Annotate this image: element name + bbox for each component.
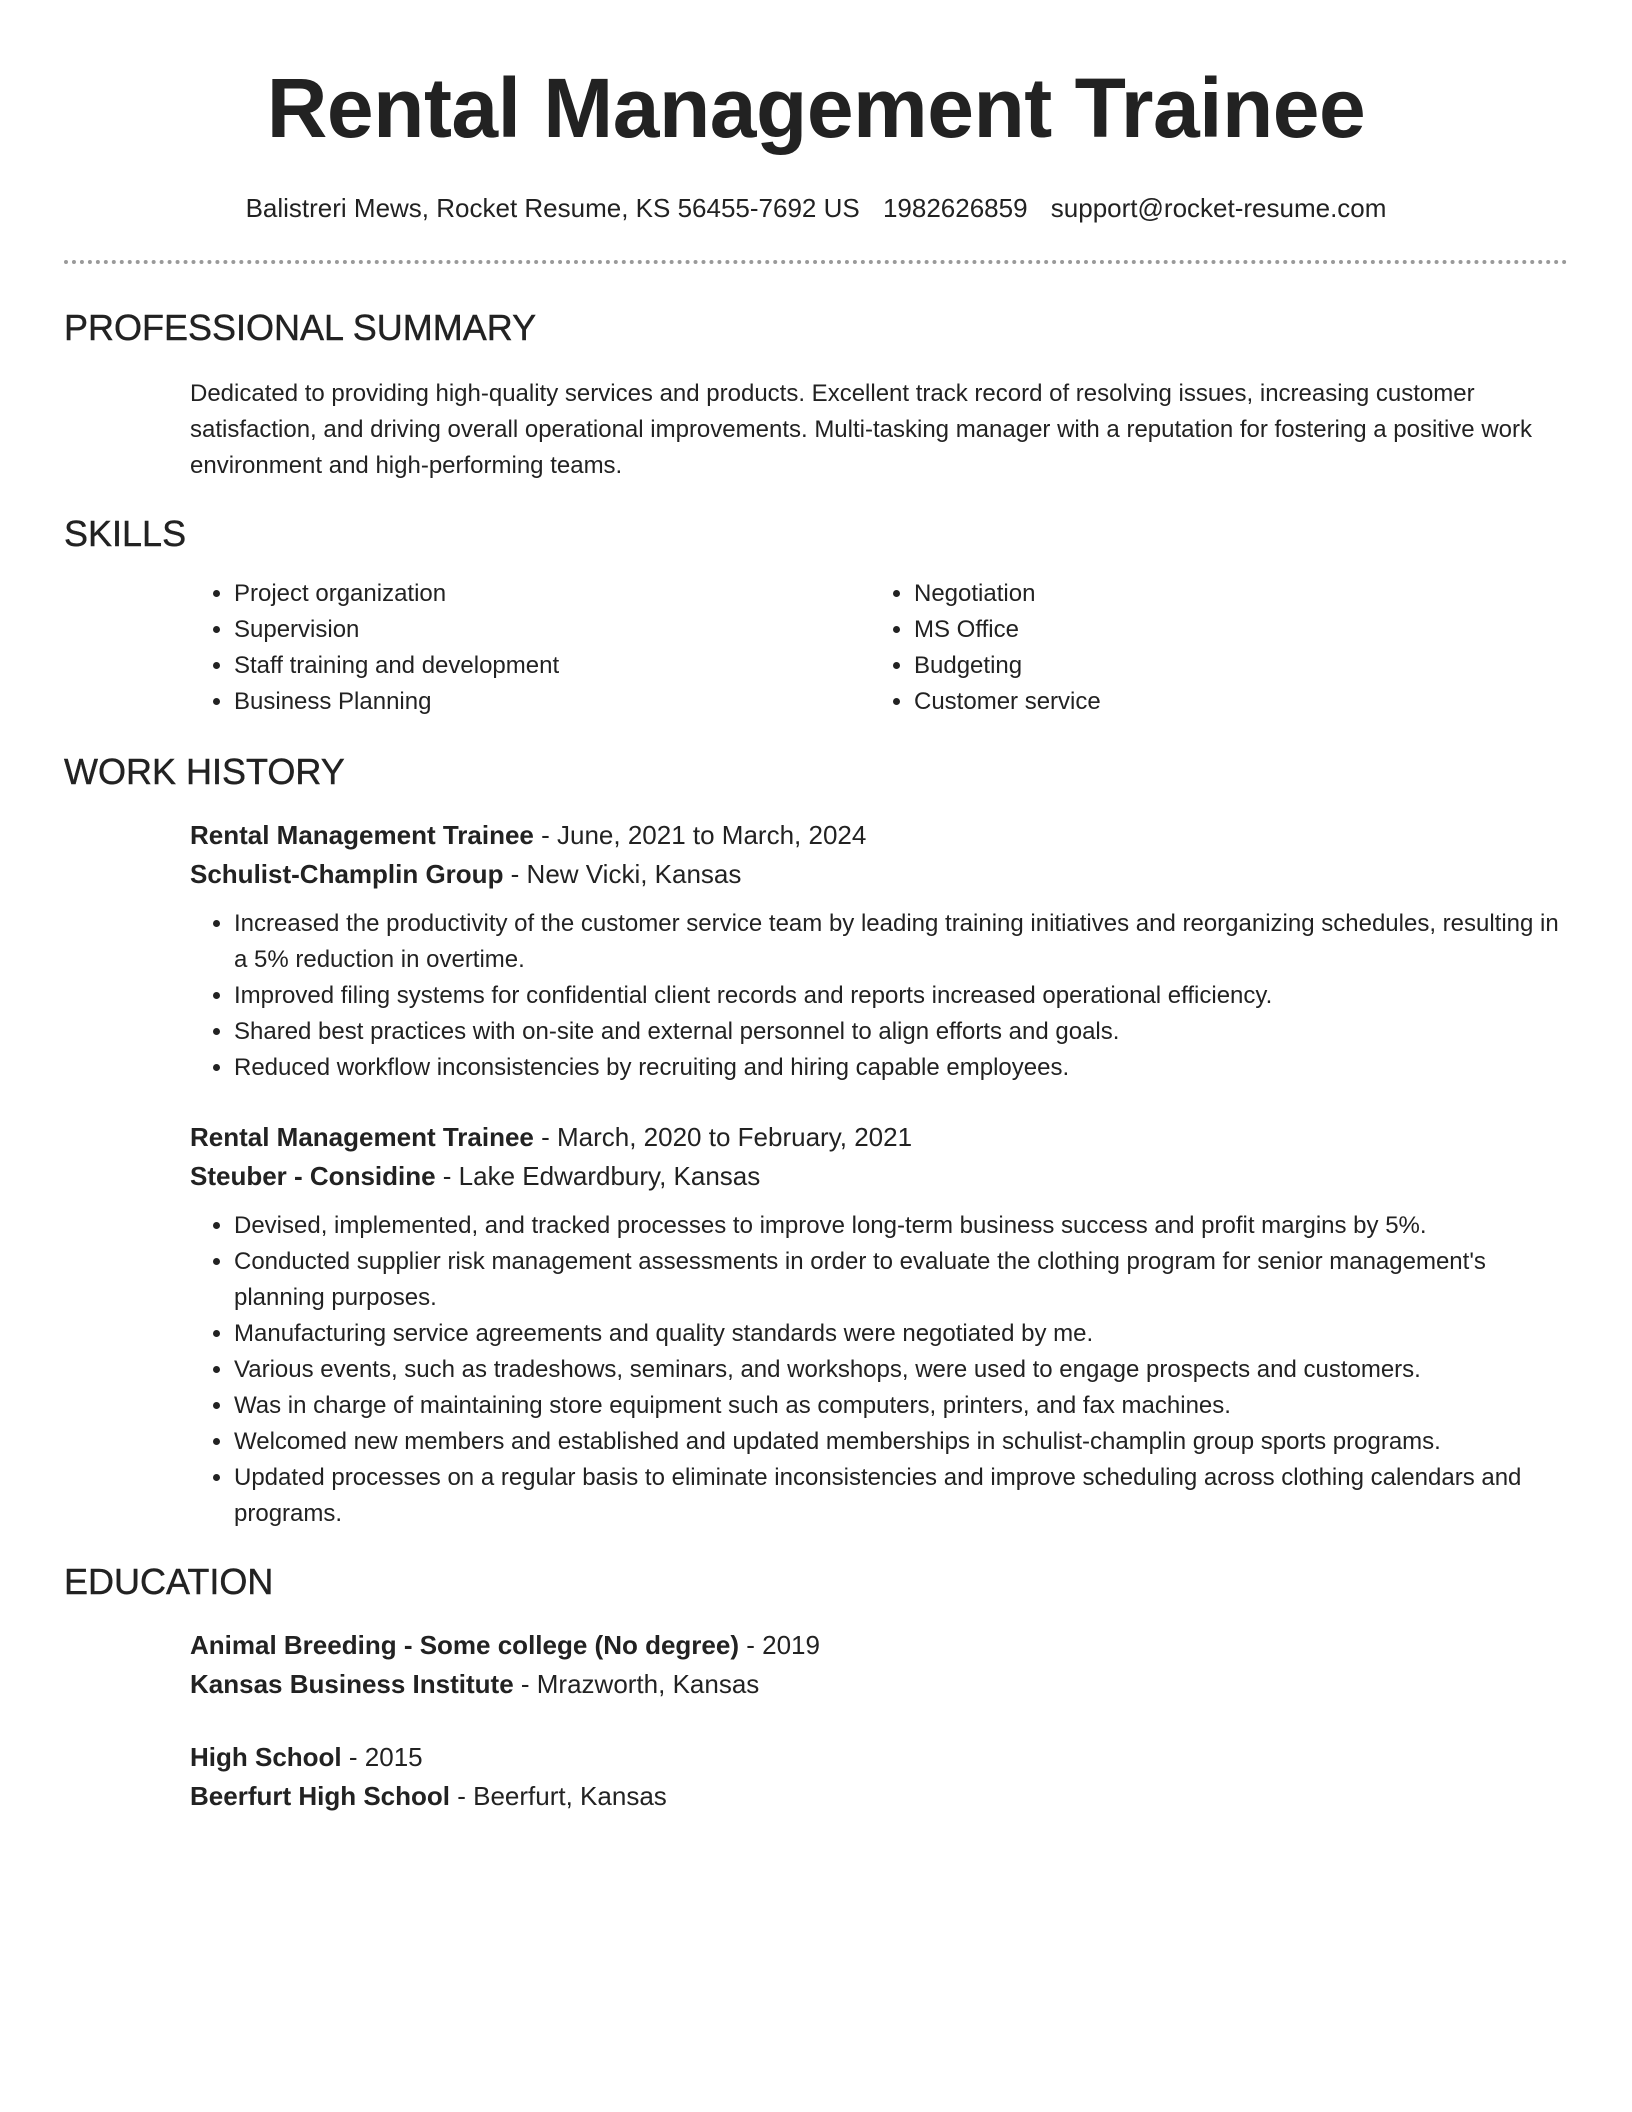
school-location: - Mrazworth, Kansas (513, 1669, 760, 1699)
section-title-summary: PROFESSIONAL SUMMARY (64, 307, 537, 348)
skills-list-left (190, 576, 870, 720)
degree: High School (190, 1742, 342, 1772)
job-bullet: • Conducted supplier risk management assessments in order to evaluate the clothing program for senior management's planning purposes. (234, 1244, 1568, 1316)
school-location: - Beerfurt, Kansas (450, 1781, 667, 1811)
skill-item: • Business Planning (234, 684, 870, 720)
education-section (64, 1560, 1568, 1816)
work-history-section (64, 750, 1568, 1532)
degree-line (190, 1738, 1568, 1777)
graduation-year: - 2019 (739, 1630, 820, 1660)
skill-item: • MS Office (914, 612, 1550, 648)
degree: Animal Breeding - Some college (No degree) (190, 1630, 739, 1660)
skills-list-right (870, 576, 1550, 720)
address: Balistreri Mews, Rocket Resume, KS 56455-7692 US (245, 193, 860, 223)
job-bullet: • Increased the productivity of the customer service team by leading training initiatives and reorganizing schedules, resulting in a 5% reduction in overtime. (234, 906, 1568, 978)
skill-item: • Negotiation (914, 576, 1550, 612)
job-company-line (190, 1157, 1568, 1196)
job-bullet: • Manufacturing service agreements and quality standards were negotiated by me. (234, 1316, 1568, 1352)
job-role: Rental Management Trainee (190, 820, 534, 850)
job-company: Steuber - Considine (190, 1161, 436, 1191)
job-bullet: • Updated processes on a regular basis to eliminate inconsistencies and improve scheduling across clothing calendars and programs. (234, 1460, 1568, 1532)
job-bullet: • Devised, implemented, and tracked processes to improve long-term business success and profit margins by 5%. (234, 1208, 1568, 1244)
job-dates: - June, 2021 to March, 2024 (533, 820, 867, 850)
contact-line (64, 190, 1568, 226)
school: Kansas Business Institute (190, 1669, 514, 1699)
skill-item: • Project organization (234, 576, 870, 612)
skill-item: • Staff training and development (234, 648, 870, 684)
job-dates: - March, 2020 to February, 2021 (533, 1122, 913, 1152)
job-bullet: • Various events, such as tradeshows, seminars, and workshops, were used to engage prospects and customers. (234, 1352, 1568, 1388)
degree-line (190, 1626, 1568, 1665)
job-bullet: • Improved filing systems for confidential client records and reports increased operational efficiency. (234, 978, 1568, 1014)
skill-item: • Supervision (234, 612, 870, 648)
summary-text: Dedicated to providing high-quality services and products. Excellent track record of resolving issues, increasing customer satisfaction, and driving overall operational improvements. Multi-tasking manager with a reputation for fostering a positive work environment and high-performing teams. (190, 380, 1532, 479)
job-bullet: • Shared best practices with on-site and external personnel to align efforts and goals. (234, 1014, 1568, 1050)
job-entry (190, 816, 1568, 1086)
job-location: - New Vicki, Kansas (503, 859, 742, 889)
skills-section (64, 512, 1568, 720)
school: Beerfurt High School (190, 1781, 451, 1811)
section-title-work-history: WORK HISTORY (64, 751, 345, 792)
section-title-skills: SKILLS (64, 513, 187, 554)
skill-item: • Customer service (914, 684, 1550, 720)
job-bullets (190, 1208, 1568, 1532)
job-role: Rental Management Trainee (190, 1122, 534, 1152)
skill-item: • Budgeting (914, 648, 1550, 684)
summary-section (64, 306, 1568, 484)
job-title-line (190, 1118, 1568, 1157)
job-entry (190, 1118, 1568, 1532)
job-bullet: • Reduced workflow inconsistencies by recruiting and hiring capable employees. (234, 1050, 1568, 1086)
skills-grid (190, 576, 1568, 720)
education-entry (190, 1738, 1568, 1816)
phone: 1982626859 (882, 193, 1028, 223)
school-line (190, 1777, 1568, 1816)
email: support@rocket-resume.com (1050, 193, 1387, 223)
job-company-line (190, 855, 1568, 894)
graduation-year: - 2015 (341, 1742, 423, 1772)
education-entry (190, 1626, 1568, 1704)
job-location: - Lake Edwardbury, Kansas (435, 1161, 761, 1191)
section-title-education: EDUCATION (64, 1561, 274, 1602)
school-line (190, 1665, 1568, 1704)
job-bullet: • Was in charge of maintaining store equipment such as computers, printers, and fax machines. (234, 1388, 1568, 1424)
header-divider (64, 260, 1568, 264)
job-company: Schulist-Champlin Group (190, 859, 504, 889)
job-bullets (190, 906, 1568, 1086)
job-title-line (190, 816, 1568, 855)
candidate-name: Rental Management Trainee (266, 61, 1366, 155)
job-bullet: • Welcomed new members and established and updated memberships in schulist-champlin group sports programs. (234, 1424, 1568, 1460)
